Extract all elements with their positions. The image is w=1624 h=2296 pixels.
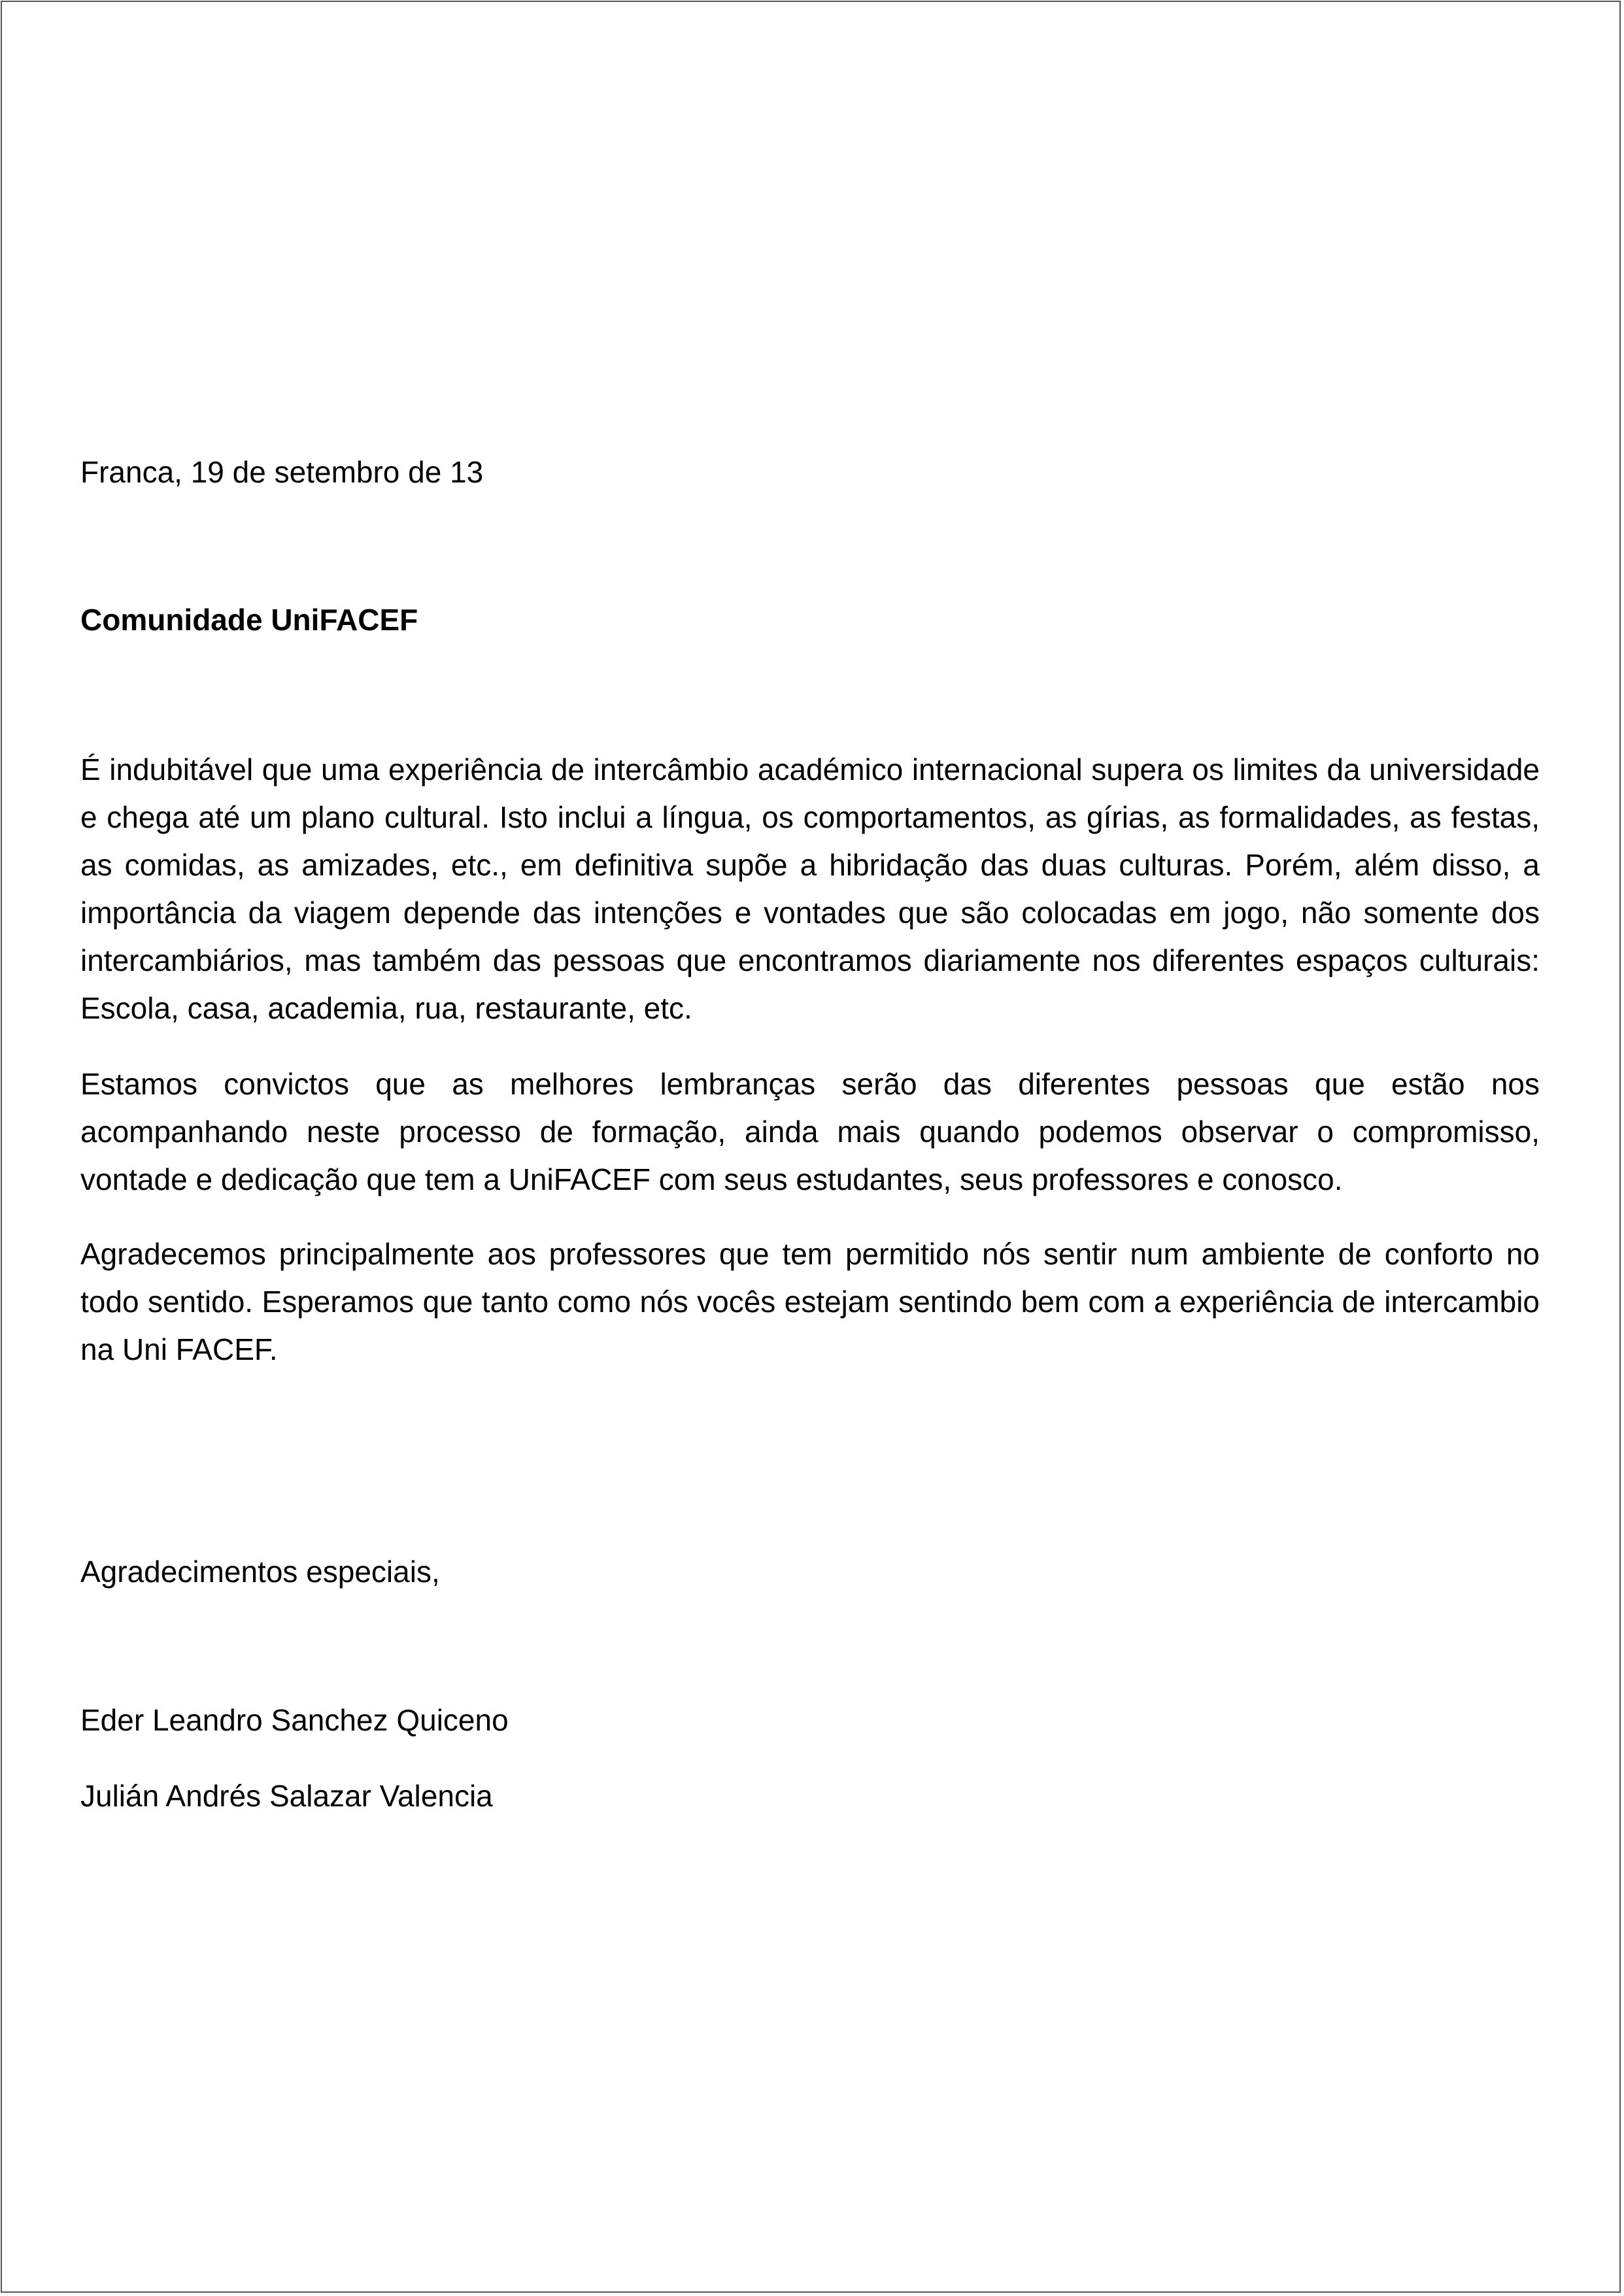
place-date: Franca, 19 de setembro de 13 (80, 455, 484, 489)
signatory-name: Eder Leandro Sanchez Quiceno (80, 1703, 509, 1737)
closing-line: Agradecimentos especiais, (80, 1555, 440, 1589)
paragraph: Estamos convictos que as melhores lembranças serão das diferentes pessoas que estão nos acompanhando neste processo de formação, ainda mais quando podemos observar o compromisso, vontade e dedicação que tem a UniFACEF com seus estudantes, seus professores e conosco. (80, 1067, 1540, 1196)
letter-heading: Comunidade UniFACEF (80, 603, 418, 637)
paragraph: É indubitável que uma experiência de intercâmbio académico internacional supera os limites da universidade e chega até um plano cultural. Isto inclui a língua, os comportamentos, as gírias, as formalidades, as festas, as comidas, as amizades, etc., em definitiva supõe a hibridação das duas culturas. Porém, além disso, a importância da viagem depende das intenções e vontades que são colocadas em jogo, não somente dos intercambiários, mas também das pessoas que encontramos diariamente nos diferentes espaços culturais: Escola, casa, academia, rua, restaurante, etc. (80, 752, 1540, 1025)
document-page (1, 1, 1621, 2293)
signatory-name: Julián Andrés Salazar Valencia (80, 1779, 493, 1813)
paragraph: Agradecemos principalmente aos professores que tem permitido nós sentir num ambiente de conforto no todo sentido. Esperamos que tanto como nós vocês estejam sentindo bem com a experiência de intercambio na Uni FACEF. (80, 1237, 1540, 1366)
